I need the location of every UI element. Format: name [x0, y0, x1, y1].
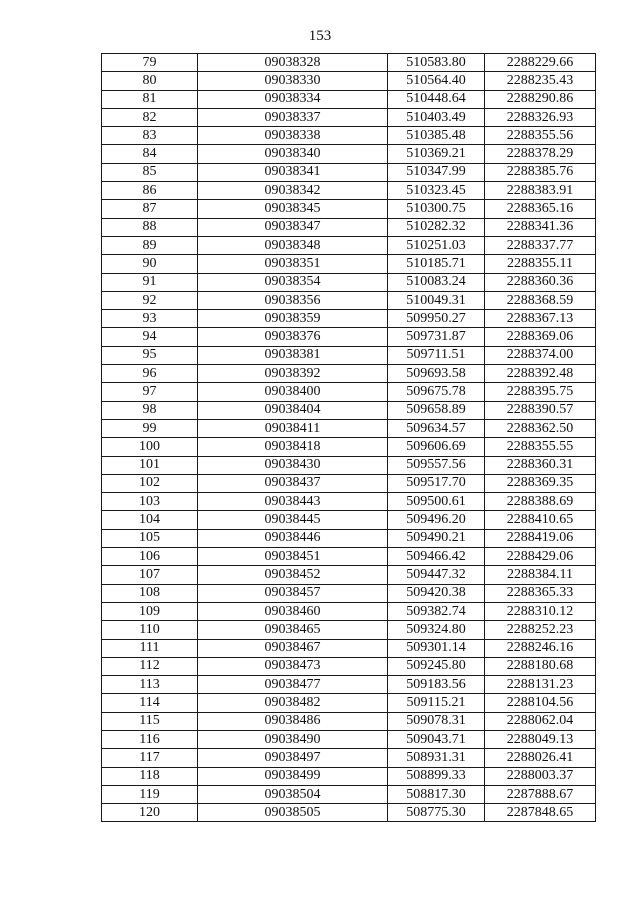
x-coordinate-cell: 509517.70 [388, 474, 485, 492]
x-coordinate-cell: 509466.42 [388, 548, 485, 566]
point-id-cell: 09038505 [198, 804, 388, 822]
x-coordinate-cell: 509115.21 [388, 694, 485, 712]
x-coordinate-cell: 508775.30 [388, 804, 485, 822]
row-number-cell: 107 [102, 566, 198, 584]
table-row [102, 108, 596, 126]
y-coordinate-cell: 2288365.33 [485, 584, 596, 602]
row-number-cell: 89 [102, 236, 198, 254]
point-id-cell: 09038359 [198, 310, 388, 328]
x-coordinate-cell: 510185.71 [388, 255, 485, 273]
row-number-cell: 109 [102, 602, 198, 620]
y-coordinate-cell: 2288229.66 [485, 54, 596, 72]
point-id-cell: 09038328 [198, 54, 388, 72]
table-row [102, 676, 596, 694]
x-coordinate-cell: 509245.80 [388, 657, 485, 675]
x-coordinate-cell: 509183.56 [388, 676, 485, 694]
y-coordinate-cell: 2288388.69 [485, 493, 596, 511]
y-coordinate-cell: 2288355.11 [485, 255, 596, 273]
y-coordinate-cell: 2288429.06 [485, 548, 596, 566]
table-row [102, 657, 596, 675]
y-coordinate-cell: 2288180.68 [485, 657, 596, 675]
point-id-cell: 09038376 [198, 328, 388, 346]
y-coordinate-cell: 2288026.41 [485, 749, 596, 767]
point-id-cell: 09038342 [198, 182, 388, 200]
y-coordinate-cell: 2288131.23 [485, 676, 596, 694]
row-number-cell: 103 [102, 493, 198, 511]
table-row [102, 200, 596, 218]
point-id-cell: 09038400 [198, 383, 388, 401]
x-coordinate-cell: 508931.31 [388, 749, 485, 767]
table-row [102, 493, 596, 511]
row-number-cell: 92 [102, 291, 198, 309]
y-coordinate-cell: 2288367.13 [485, 310, 596, 328]
table-row [102, 621, 596, 639]
point-id-cell: 09038334 [198, 90, 388, 108]
point-id-cell: 09038337 [198, 108, 388, 126]
coordinates-table [101, 53, 596, 822]
y-coordinate-cell: 2288392.48 [485, 365, 596, 383]
x-coordinate-cell: 509711.51 [388, 346, 485, 364]
y-coordinate-cell: 2288368.59 [485, 291, 596, 309]
x-coordinate-cell: 510369.21 [388, 145, 485, 163]
row-number-cell: 84 [102, 145, 198, 163]
page-number: 153 [308, 28, 332, 44]
x-coordinate-cell: 509675.78 [388, 383, 485, 401]
table-row [102, 383, 596, 401]
y-coordinate-cell: 2288419.06 [485, 529, 596, 547]
x-coordinate-cell: 510282.32 [388, 218, 485, 236]
y-coordinate-cell: 2288062.04 [485, 712, 596, 730]
table-row [102, 785, 596, 803]
x-coordinate-cell: 508817.30 [388, 785, 485, 803]
y-coordinate-cell: 2288369.35 [485, 474, 596, 492]
y-coordinate-cell: 2288337.77 [485, 236, 596, 254]
y-coordinate-cell: 2288384.11 [485, 566, 596, 584]
row-number-cell: 111 [102, 639, 198, 657]
point-id-cell: 09038482 [198, 694, 388, 712]
table-row [102, 90, 596, 108]
table-row [102, 548, 596, 566]
y-coordinate-cell: 2288369.06 [485, 328, 596, 346]
point-id-cell: 09038445 [198, 511, 388, 529]
point-id-cell: 09038354 [198, 273, 388, 291]
x-coordinate-cell: 509043.71 [388, 730, 485, 748]
x-coordinate-cell: 509078.31 [388, 712, 485, 730]
x-coordinate-cell: 510448.64 [388, 90, 485, 108]
row-number-cell: 79 [102, 54, 198, 72]
y-coordinate-cell: 2288003.37 [485, 767, 596, 785]
row-number-cell: 118 [102, 767, 198, 785]
x-coordinate-cell: 509950.27 [388, 310, 485, 328]
point-id-cell: 09038348 [198, 236, 388, 254]
table-row [102, 730, 596, 748]
x-coordinate-cell: 509693.58 [388, 365, 485, 383]
x-coordinate-cell: 509490.21 [388, 529, 485, 547]
row-number-cell: 100 [102, 438, 198, 456]
table-row [102, 438, 596, 456]
y-coordinate-cell: 2288360.36 [485, 273, 596, 291]
y-coordinate-cell: 2288410.65 [485, 511, 596, 529]
x-coordinate-cell: 510251.03 [388, 236, 485, 254]
x-coordinate-cell: 510083.24 [388, 273, 485, 291]
row-number-cell: 106 [102, 548, 198, 566]
x-coordinate-cell: 509500.61 [388, 493, 485, 511]
y-coordinate-cell: 2287848.65 [485, 804, 596, 822]
x-coordinate-cell: 509496.20 [388, 511, 485, 529]
y-coordinate-cell: 2288385.76 [485, 163, 596, 181]
point-id-cell: 09038351 [198, 255, 388, 273]
row-number-cell: 90 [102, 255, 198, 273]
x-coordinate-cell: 509634.57 [388, 419, 485, 437]
point-id-cell: 09038499 [198, 767, 388, 785]
y-coordinate-cell: 2288355.55 [485, 438, 596, 456]
table-row [102, 529, 596, 547]
row-number-cell: 81 [102, 90, 198, 108]
row-number-cell: 97 [102, 383, 198, 401]
table-row [102, 419, 596, 437]
point-id-cell: 09038330 [198, 72, 388, 90]
point-id-cell: 09038465 [198, 621, 388, 639]
x-coordinate-cell: 510583.80 [388, 54, 485, 72]
row-number-cell: 104 [102, 511, 198, 529]
row-number-cell: 120 [102, 804, 198, 822]
y-coordinate-cell: 2288235.43 [485, 72, 596, 90]
x-coordinate-cell: 510049.31 [388, 291, 485, 309]
table-row [102, 767, 596, 785]
y-coordinate-cell: 2288390.57 [485, 401, 596, 419]
y-coordinate-cell: 2288246.16 [485, 639, 596, 657]
point-id-cell: 09038486 [198, 712, 388, 730]
point-id-cell: 09038381 [198, 346, 388, 364]
x-coordinate-cell: 509557.56 [388, 456, 485, 474]
point-id-cell: 09038443 [198, 493, 388, 511]
row-number-cell: 101 [102, 456, 198, 474]
row-number-cell: 87 [102, 200, 198, 218]
table-row [102, 54, 596, 72]
x-coordinate-cell: 509731.87 [388, 328, 485, 346]
table-row [102, 236, 596, 254]
y-coordinate-cell: 2288378.29 [485, 145, 596, 163]
point-id-cell: 09038452 [198, 566, 388, 584]
table-row [102, 511, 596, 529]
row-number-cell: 98 [102, 401, 198, 419]
x-coordinate-cell: 510564.40 [388, 72, 485, 90]
table-row [102, 639, 596, 657]
table-row [102, 273, 596, 291]
y-coordinate-cell: 2288362.50 [485, 419, 596, 437]
point-id-cell: 09038338 [198, 127, 388, 145]
table-row [102, 566, 596, 584]
row-number-cell: 96 [102, 365, 198, 383]
row-number-cell: 86 [102, 182, 198, 200]
table-row [102, 365, 596, 383]
row-number-cell: 117 [102, 749, 198, 767]
y-coordinate-cell: 2288104.56 [485, 694, 596, 712]
point-id-cell: 09038490 [198, 730, 388, 748]
x-coordinate-cell: 510347.99 [388, 163, 485, 181]
y-coordinate-cell: 2288049.13 [485, 730, 596, 748]
x-coordinate-cell: 509382.74 [388, 602, 485, 620]
table-row [102, 712, 596, 730]
point-id-cell: 09038437 [198, 474, 388, 492]
point-id-cell: 09038392 [198, 365, 388, 383]
x-coordinate-cell: 510300.75 [388, 200, 485, 218]
point-id-cell: 09038340 [198, 145, 388, 163]
point-id-cell: 09038451 [198, 548, 388, 566]
point-id-cell: 09038457 [198, 584, 388, 602]
row-number-cell: 80 [102, 72, 198, 90]
row-number-cell: 95 [102, 346, 198, 364]
point-id-cell: 09038430 [198, 456, 388, 474]
row-number-cell: 88 [102, 218, 198, 236]
y-coordinate-cell: 2288374.00 [485, 346, 596, 364]
point-id-cell: 09038347 [198, 218, 388, 236]
row-number-cell: 99 [102, 419, 198, 437]
row-number-cell: 116 [102, 730, 198, 748]
y-coordinate-cell: 2288360.31 [485, 456, 596, 474]
table-row [102, 749, 596, 767]
table-row [102, 694, 596, 712]
y-coordinate-cell: 2287888.67 [485, 785, 596, 803]
x-coordinate-cell: 509324.80 [388, 621, 485, 639]
row-number-cell: 94 [102, 328, 198, 346]
table-row [102, 163, 596, 181]
point-id-cell: 09038446 [198, 529, 388, 547]
x-coordinate-cell: 510385.48 [388, 127, 485, 145]
point-id-cell: 09038341 [198, 163, 388, 181]
y-coordinate-cell: 2288290.86 [485, 90, 596, 108]
y-coordinate-cell: 2288355.56 [485, 127, 596, 145]
y-coordinate-cell: 2288383.91 [485, 182, 596, 200]
row-number-cell: 114 [102, 694, 198, 712]
x-coordinate-cell: 509658.89 [388, 401, 485, 419]
table-row [102, 346, 596, 364]
point-id-cell: 09038477 [198, 676, 388, 694]
y-coordinate-cell: 2288365.16 [485, 200, 596, 218]
y-coordinate-cell: 2288310.12 [485, 602, 596, 620]
x-coordinate-cell: 509420.38 [388, 584, 485, 602]
row-number-cell: 83 [102, 127, 198, 145]
row-number-cell: 82 [102, 108, 198, 126]
coordinates-table-body [102, 54, 596, 822]
point-id-cell: 09038504 [198, 785, 388, 803]
y-coordinate-cell: 2288395.75 [485, 383, 596, 401]
point-id-cell: 09038473 [198, 657, 388, 675]
table-row [102, 474, 596, 492]
y-coordinate-cell: 2288326.93 [485, 108, 596, 126]
x-coordinate-cell: 509447.32 [388, 566, 485, 584]
point-id-cell: 09038404 [198, 401, 388, 419]
row-number-cell: 115 [102, 712, 198, 730]
row-number-cell: 113 [102, 676, 198, 694]
x-coordinate-cell: 508899.33 [388, 767, 485, 785]
point-id-cell: 09038356 [198, 291, 388, 309]
point-id-cell: 09038345 [198, 200, 388, 218]
table-row [102, 602, 596, 620]
row-number-cell: 102 [102, 474, 198, 492]
y-coordinate-cell: 2288341.36 [485, 218, 596, 236]
row-number-cell: 112 [102, 657, 198, 675]
table-row [102, 456, 596, 474]
point-id-cell: 09038467 [198, 639, 388, 657]
row-number-cell: 93 [102, 310, 198, 328]
point-id-cell: 09038460 [198, 602, 388, 620]
x-coordinate-cell: 510323.45 [388, 182, 485, 200]
table-row [102, 584, 596, 602]
x-coordinate-cell: 509606.69 [388, 438, 485, 456]
table-row [102, 401, 596, 419]
table-row [102, 328, 596, 346]
x-coordinate-cell: 509301.14 [388, 639, 485, 657]
table-row [102, 291, 596, 309]
table-row [102, 145, 596, 163]
row-number-cell: 108 [102, 584, 198, 602]
point-id-cell: 09038411 [198, 419, 388, 437]
row-number-cell: 105 [102, 529, 198, 547]
table-row [102, 72, 596, 90]
point-id-cell: 09038418 [198, 438, 388, 456]
row-number-cell: 85 [102, 163, 198, 181]
point-id-cell: 09038497 [198, 749, 388, 767]
table-row [102, 127, 596, 145]
row-number-cell: 119 [102, 785, 198, 803]
table-row [102, 310, 596, 328]
x-coordinate-cell: 510403.49 [388, 108, 485, 126]
table-row [102, 218, 596, 236]
table-row [102, 255, 596, 273]
y-coordinate-cell: 2288252.23 [485, 621, 596, 639]
table-row [102, 182, 596, 200]
row-number-cell: 91 [102, 273, 198, 291]
row-number-cell: 110 [102, 621, 198, 639]
table-row [102, 804, 596, 822]
